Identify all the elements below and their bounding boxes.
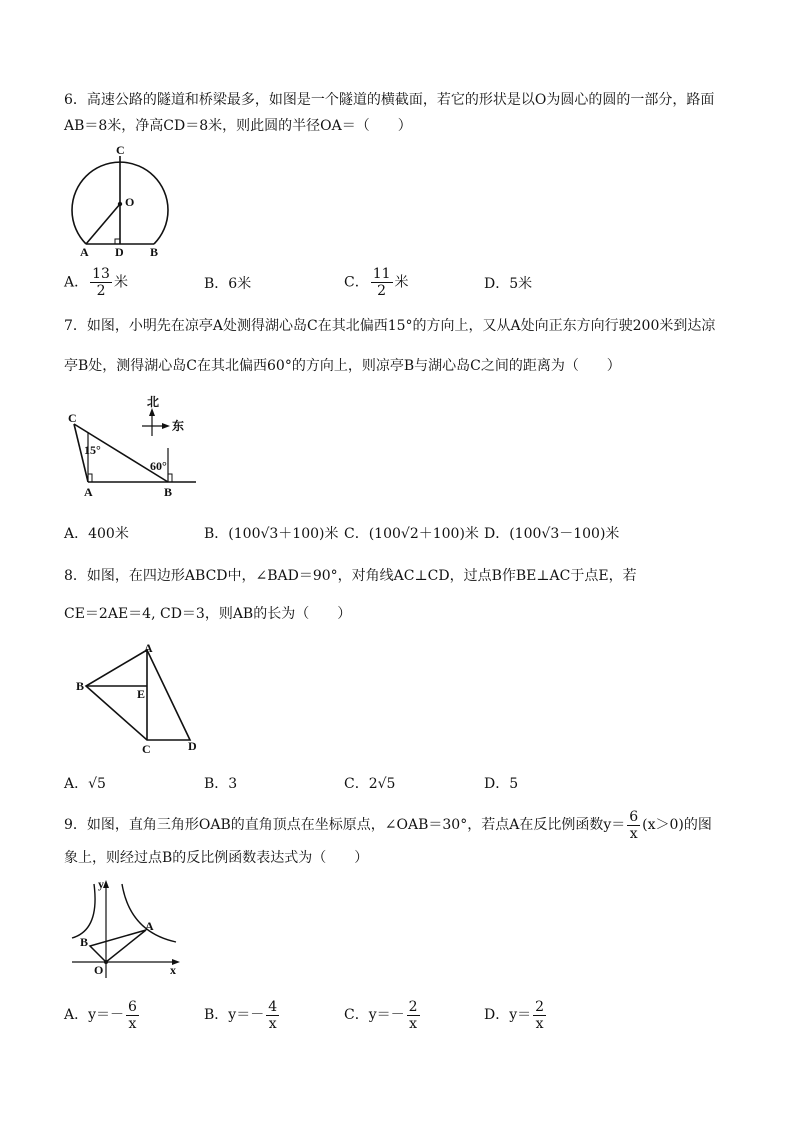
q8-option-a[interactable]: A．√5 xyxy=(64,776,106,792)
q9-option-d[interactable] xyxy=(484,998,548,1032)
q9-option-c-denominator: x xyxy=(409,1015,418,1032)
q8-option-b[interactable]: B．3 xyxy=(204,776,238,792)
q7-label-c: C xyxy=(68,411,77,425)
q9-stem-line1 xyxy=(64,808,712,842)
q6-stem-line1: 6．高速公路的隧道和桥梁最多，如图是一个隧道的横截面，若它的形状是以O为圆心的圆的一部分，路面 xyxy=(64,92,715,108)
q9-option-b-numerator: 4 xyxy=(268,998,278,1015)
q6-option-c-unit: 米 xyxy=(394,274,409,291)
q9-stem-text-a: 9．如图，直角三角形OAB的直角顶点在坐标原点，∠OAB＝30°，若点A在反比例函数y＝ xyxy=(64,817,626,833)
q9-label-x: x xyxy=(170,963,176,977)
q6-tunnel-figure xyxy=(62,140,182,258)
q7-label-angle-15: 15° xyxy=(84,443,101,457)
q9-option-a-prefix: A．y＝－ xyxy=(64,1007,125,1023)
q9-option-a-denominator: x xyxy=(128,1015,137,1032)
q8-label-d: D xyxy=(188,739,197,753)
q7-option-b[interactable]: B．(100√3＋100)米 xyxy=(204,526,339,542)
q8-option-d[interactable]: D．5 xyxy=(484,776,519,792)
q7-label-north: 北 xyxy=(147,395,160,409)
q6-option-a-unit: 米 xyxy=(113,274,128,291)
q7-option-c[interactable]: C．(100√2＋100)米 xyxy=(344,526,479,542)
q6-option-b[interactable]: B．6米 xyxy=(204,276,252,292)
q6-option-a-prefix: A． xyxy=(64,274,89,291)
q9-option-b-denominator: x xyxy=(268,1015,277,1032)
q9-option-b-fraction xyxy=(266,999,279,1032)
q9-stem-denominator: x xyxy=(629,825,638,842)
q9-option-c-fraction xyxy=(407,999,420,1032)
q9-stem-fraction xyxy=(627,809,640,842)
q7-option-a[interactable]: A．400米 xyxy=(64,526,129,542)
q6-label-o: O xyxy=(125,195,135,209)
q8-quadrilateral-figure xyxy=(62,640,202,758)
q8-label-c: C xyxy=(142,742,151,756)
q9-coordinate-figure xyxy=(64,874,184,984)
q9-option-b[interactable] xyxy=(204,998,281,1032)
q7-option-d[interactable]: D．(100√3－100)米 xyxy=(484,526,620,542)
q8-label-e: E xyxy=(137,687,146,701)
q9-option-a-fraction xyxy=(126,999,139,1032)
q9-stem-line2: 象上，则经过点B的反比例函数表达式为（ ） xyxy=(64,850,369,866)
q7-stem-line1: 7．如图，小明先在凉亭A处测得湖心岛C在其北偏西15°的方向上，又从A处向正东方向行驶200米到达凉 xyxy=(64,318,716,334)
q8-label-b: B xyxy=(76,679,85,693)
q6-option-c-prefix: C． xyxy=(344,274,369,291)
q6-label-d: D xyxy=(115,245,124,258)
q9-stem-text-b: (x＞0)的图 xyxy=(642,817,712,833)
q9-option-d-fraction xyxy=(533,999,546,1032)
q7-label-east: 东 xyxy=(172,419,185,433)
q7-stem-line2: 亭B处，测得湖心岛C在其北偏西60°的方向上，则凉亭B与湖心岛C之间的距离为（ ） xyxy=(64,358,621,374)
q9-label-b: B xyxy=(80,935,89,949)
q9-stem-numerator: 6 xyxy=(629,808,639,825)
q6-option-c[interactable] xyxy=(344,266,409,299)
q6-label-c: C xyxy=(116,143,125,157)
q9-option-d-denominator: x xyxy=(535,1015,544,1032)
q7-label-b: B xyxy=(164,485,173,499)
q6-option-a-fraction xyxy=(90,266,112,299)
q7-lake-figure xyxy=(62,392,202,500)
q7-label-a: A xyxy=(84,485,93,499)
q9-label-o: O xyxy=(94,963,104,977)
q6-label-a: A xyxy=(80,245,89,258)
q9-option-c-prefix: C．y＝－ xyxy=(344,1007,405,1023)
q7-label-angle-60: 60° xyxy=(150,459,167,473)
q9-option-b-prefix: B．y＝－ xyxy=(204,1007,265,1023)
q6-option-a-numerator: 13 xyxy=(92,266,110,282)
q8-stem-line2: CE＝2AE＝4, CD＝3，则AB的长为（ ） xyxy=(64,606,352,622)
q6-option-c-denominator: 2 xyxy=(377,283,387,299)
q6-option-a[interactable] xyxy=(64,266,128,299)
q9-label-a: A xyxy=(145,919,154,933)
q8-stem-line1: 8．如图，在四边形ABCD中，∠BAD＝90°，对角线AC⊥CD，过点B作BE⊥AC于点E，若 xyxy=(64,568,637,584)
q9-option-d-numerator: 2 xyxy=(535,998,545,1015)
q9-label-y: y xyxy=(98,877,104,891)
q6-option-d[interactable]: D．5米 xyxy=(484,276,533,292)
q6-label-b: B xyxy=(150,245,159,258)
q8-label-a: A xyxy=(144,641,153,655)
q6-option-c-fraction xyxy=(371,266,393,299)
q8-option-c[interactable]: C．2√5 xyxy=(344,776,396,792)
q6-stem-line2: AB＝8米，净高CD＝8米，则此圆的半径OA＝（ ） xyxy=(64,118,412,134)
q9-option-d-prefix: D．y＝ xyxy=(484,1007,532,1023)
q9-option-a[interactable] xyxy=(64,998,141,1032)
q9-option-c[interactable] xyxy=(344,998,422,1032)
q6-option-a-denominator: 2 xyxy=(96,283,106,299)
q9-option-c-numerator: 2 xyxy=(408,998,418,1015)
q6-option-c-numerator: 11 xyxy=(372,266,391,282)
q9-option-a-numerator: 6 xyxy=(128,998,137,1015)
